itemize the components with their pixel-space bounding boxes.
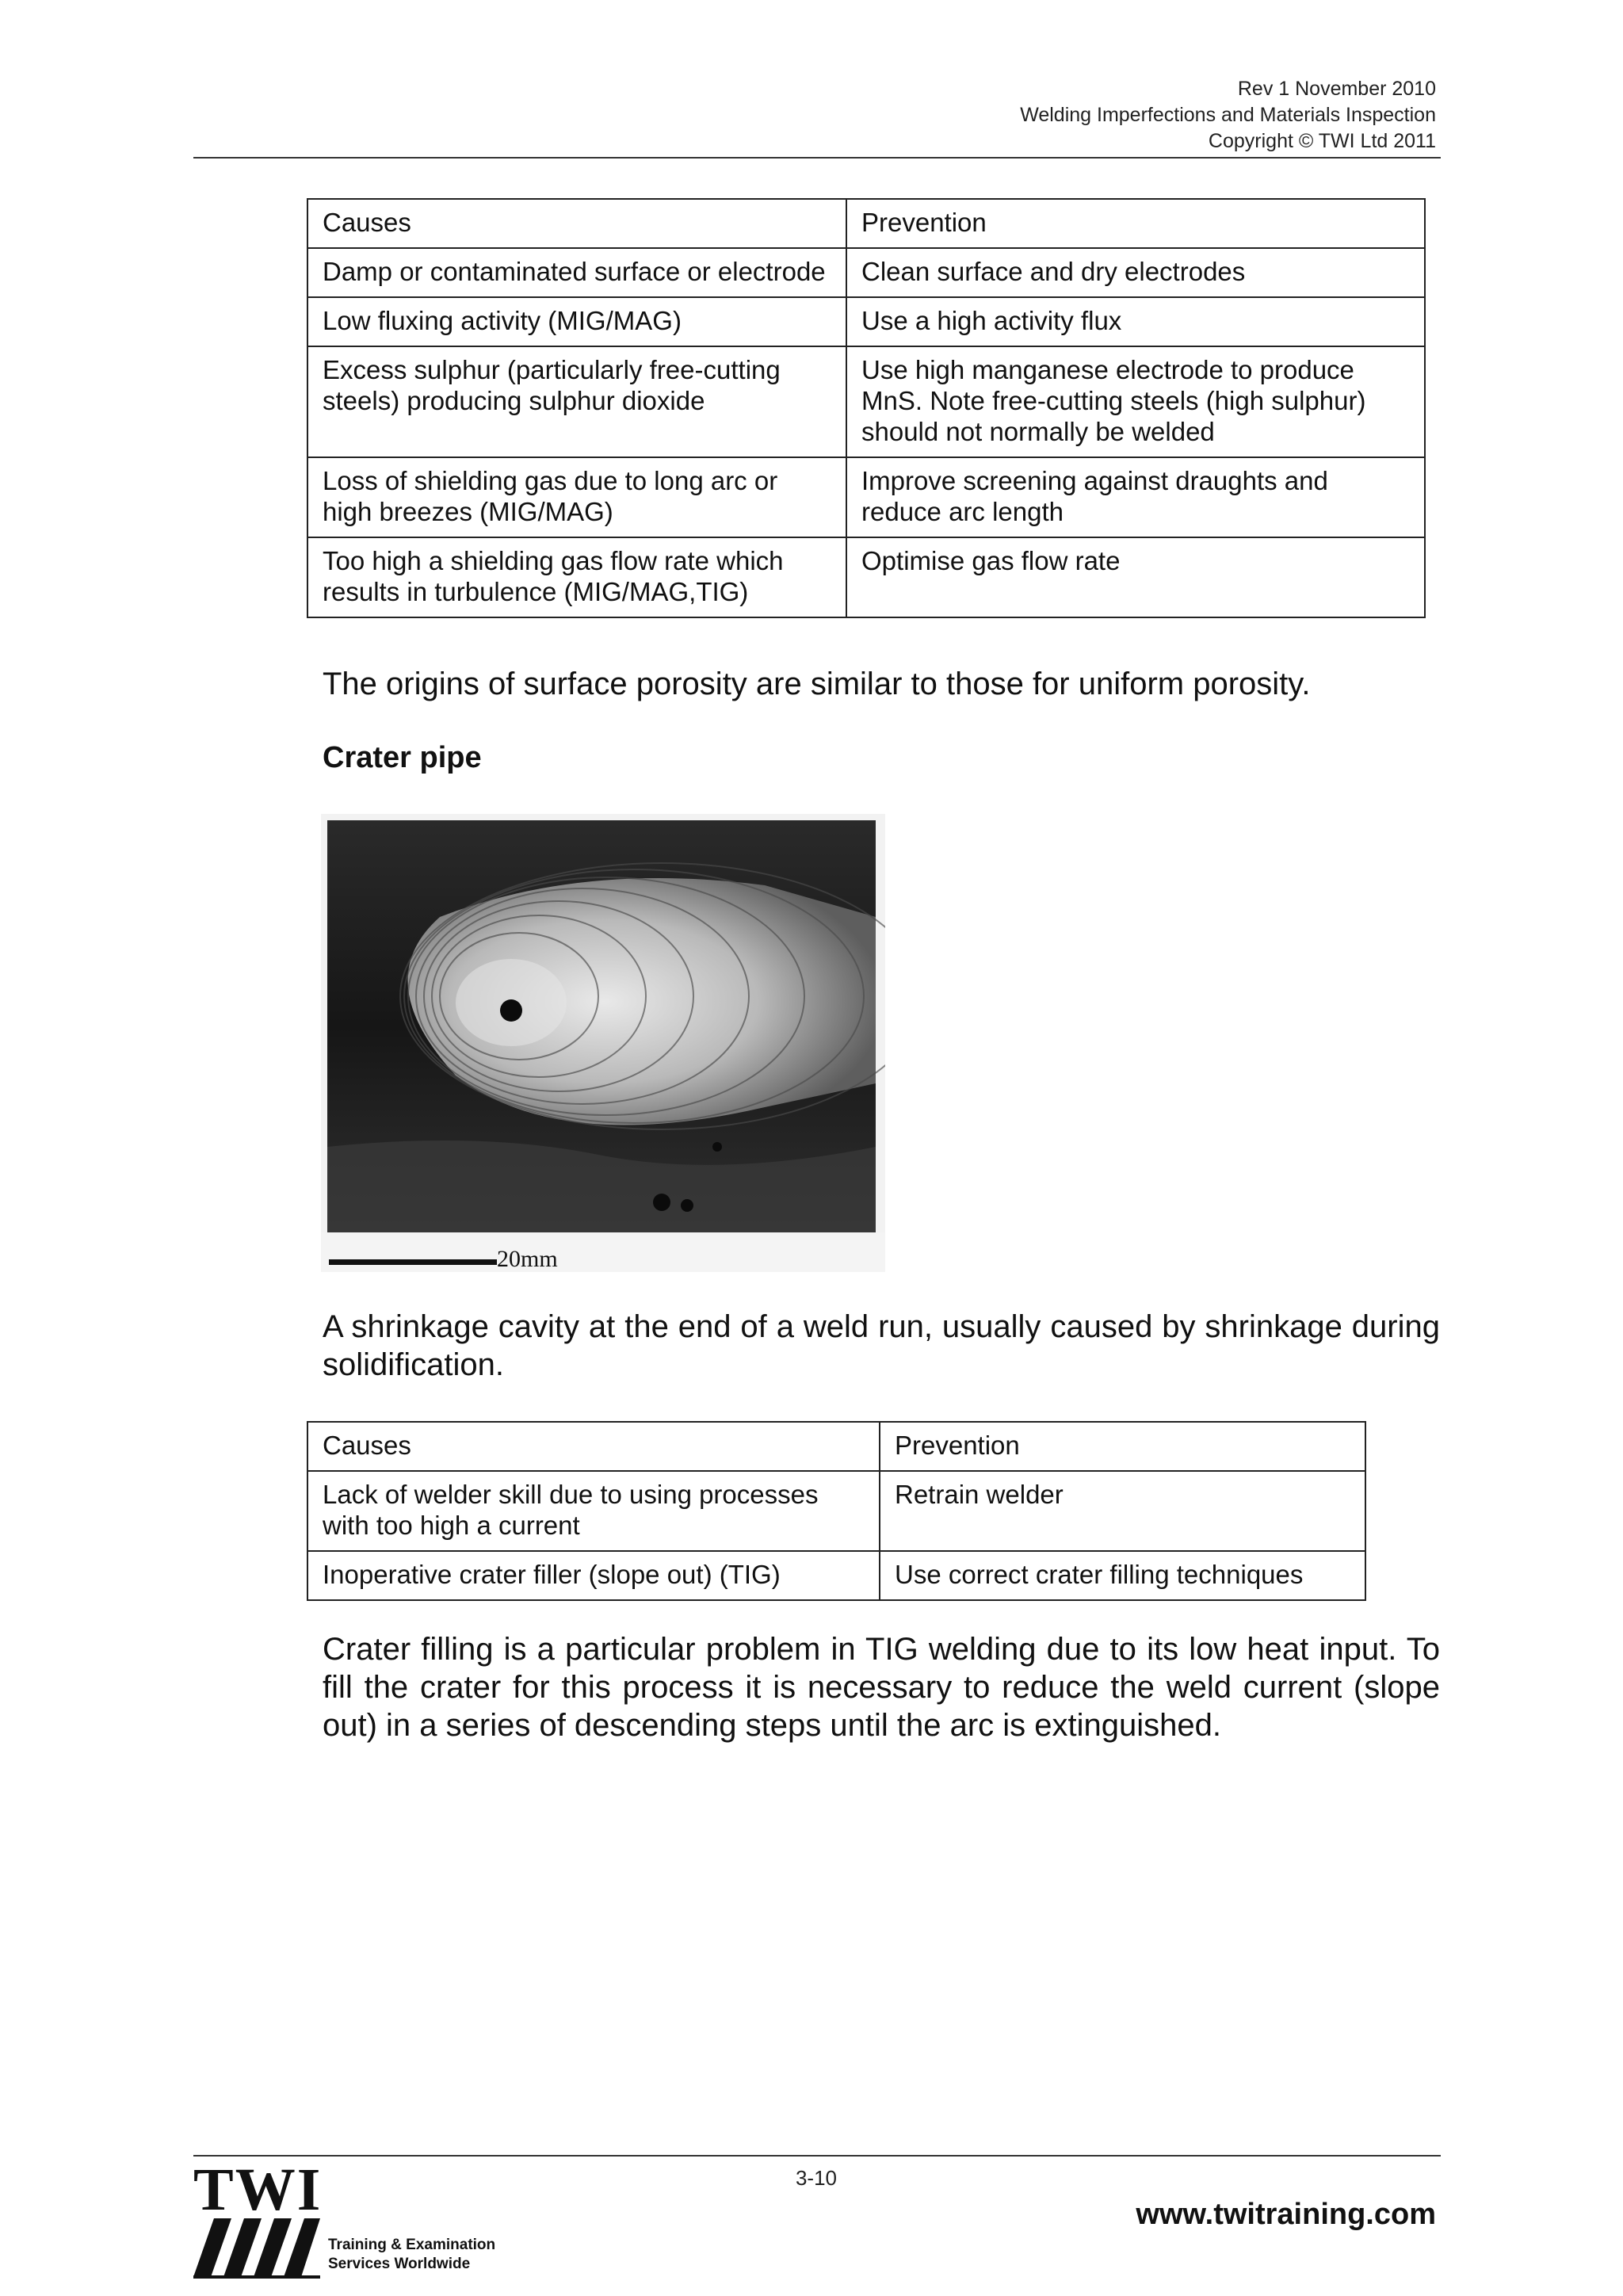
website-link[interactable]: www.twitraining.com bbox=[1136, 2198, 1436, 2231]
table-cell-cause: Loss of shielding gas due to long arc or high breezes (MIG/MAG) bbox=[307, 457, 846, 537]
table-cell-cause: Too high a shielding gas flow rate which results in turbulence (MIG/MAG,TIG) bbox=[307, 537, 846, 617]
header-revision: Rev 1 November 2010 bbox=[1237, 78, 1436, 100]
table-row bbox=[307, 248, 1425, 297]
crater-pipe-causes-prevention-table bbox=[307, 1421, 1366, 1601]
table-cell-prevention: Retrain welder bbox=[880, 1471, 1365, 1551]
scale-bar bbox=[329, 1259, 497, 1265]
table-cell-cause: Low fluxing activity (MIG/MAG) bbox=[307, 297, 846, 346]
table-cell-prevention: Clean surface and dry electrodes bbox=[846, 248, 1425, 297]
twi-logo bbox=[193, 2157, 526, 2280]
table-cell-prevention: Optimise gas flow rate bbox=[846, 537, 1425, 617]
page-number: 3-10 bbox=[795, 2166, 838, 2190]
header-document-title: Welding Imperfections and Materials Inspection bbox=[1020, 104, 1436, 126]
table-header-causes: Causes bbox=[307, 1422, 880, 1471]
page-header bbox=[193, 76, 1436, 155]
table-cell-cause: Excess sulphur (particularly free-cutting steels) producing sulphur dioxide bbox=[307, 346, 846, 457]
table-header-causes: Causes bbox=[307, 199, 846, 248]
table-row bbox=[307, 1471, 1365, 1551]
table-header-prevention: Prevention bbox=[880, 1422, 1365, 1471]
table-row bbox=[307, 297, 1425, 346]
paragraph-shrinkage-cavity: A shrinkage cavity at the end of a weld run, usually caused by shrinkage during solidification. bbox=[323, 1309, 1440, 1382]
logo-stripes-icon bbox=[193, 2217, 320, 2280]
table-cell-cause: Lack of welder skill due to using processes with too high a current bbox=[307, 1471, 880, 1551]
table-row bbox=[307, 457, 1425, 537]
table-header-prevention: Prevention bbox=[846, 199, 1425, 248]
logo-tagline-line1: Training & Examination bbox=[328, 2237, 496, 2253]
logo-tagline bbox=[328, 2236, 495, 2274]
table-row bbox=[307, 537, 1425, 617]
table-cell-prevention: Use correct crater filling techniques bbox=[880, 1551, 1365, 1600]
table-cell-prevention: Improve screening against draughts and reduce arc length bbox=[846, 457, 1425, 537]
crater-pipe-photo bbox=[321, 814, 885, 1272]
table-row bbox=[307, 346, 1425, 457]
table-cell-cause: Inoperative crater filler (slope out) (TIG) bbox=[307, 1551, 880, 1600]
table-cell-prevention: Use a high activity flux bbox=[846, 297, 1425, 346]
section-heading-crater-pipe: Crater pipe bbox=[323, 741, 482, 774]
table-cell-cause: Damp or contaminated surface or electrode bbox=[307, 248, 846, 297]
scale-label: 20mm bbox=[497, 1246, 558, 1272]
header-divider bbox=[193, 157, 1441, 159]
porosity-causes-prevention-table bbox=[307, 198, 1426, 618]
table-header-row bbox=[307, 1422, 1365, 1471]
header-copyright: Copyright © TWI Ltd 2011 bbox=[1208, 130, 1436, 152]
paragraph-crater-filling: Crater filling is a particular problem in TIG welding due to its low heat input. To fill the crater for this process it is necessary to reduce the weld current (slope out) in a series of descending steps until the arc is extinguished. bbox=[323, 1632, 1440, 1743]
footer-divider bbox=[193, 2155, 1441, 2157]
paragraph-surface-porosity-origins: The origins of surface porosity are similar to those for uniform porosity. bbox=[323, 667, 1311, 701]
table-cell-prevention: Use high manganese electrode to produce MnS. Note free-cutting steels (high sulphur) should not normally be welded bbox=[846, 346, 1425, 457]
logo-tagline-line2: Services Worldwide bbox=[328, 2256, 471, 2272]
table-header-row bbox=[307, 199, 1425, 248]
logo-wordmark: TWI bbox=[193, 2157, 323, 2223]
table-row bbox=[307, 1551, 1365, 1600]
